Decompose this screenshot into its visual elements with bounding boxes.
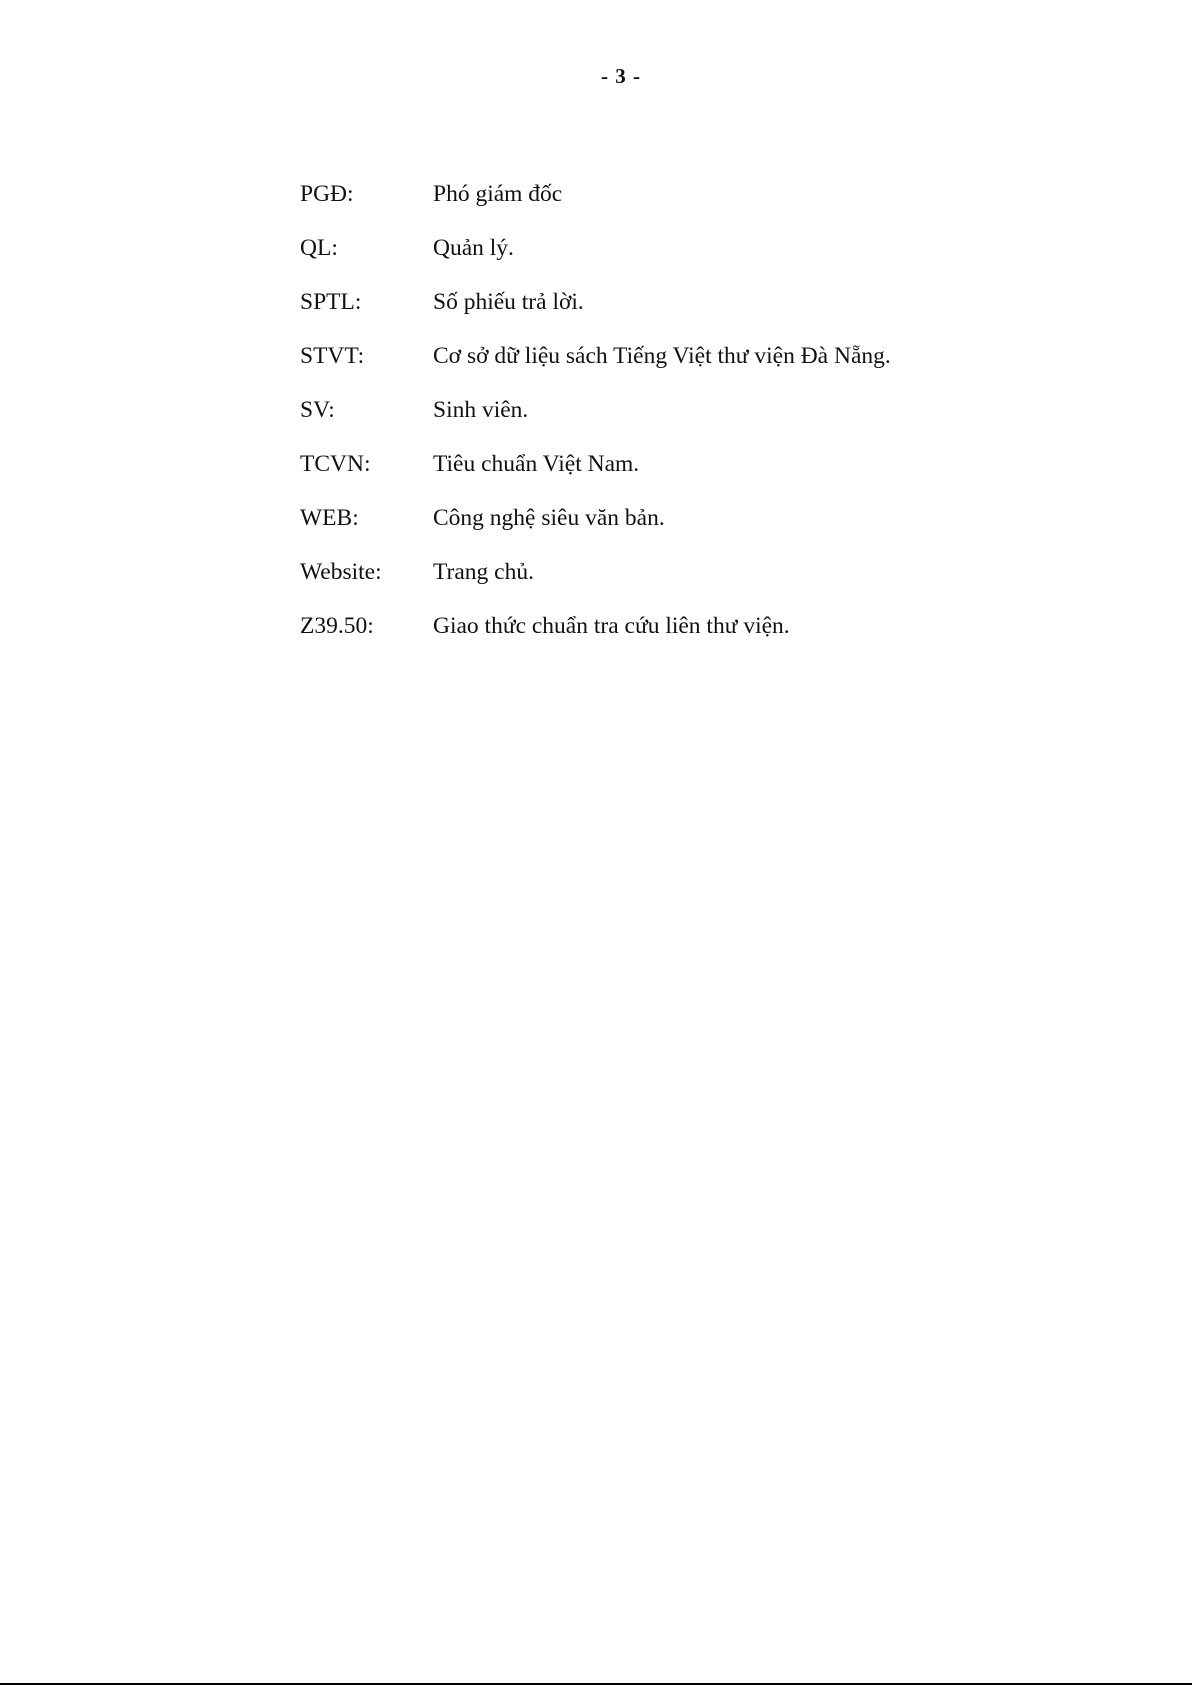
abbreviation-term: Website:	[300, 559, 382, 585]
abbreviation-term: QL:	[300, 235, 338, 261]
abbreviation-definition: Cơ sở dữ liệu sách Tiếng Việt thư viện Đà Nẵng.	[433, 343, 891, 369]
abbreviation-row	[300, 558, 891, 612]
abbreviation-definition: Quản lý.	[433, 235, 514, 261]
abbreviation-term: TCVN:	[300, 451, 371, 477]
abbreviation-row	[300, 450, 891, 504]
abbreviation-row	[300, 612, 891, 666]
abbreviation-definition: Công nghệ siêu văn bản.	[433, 505, 665, 531]
abbreviation-term: SV:	[300, 397, 335, 423]
abbreviation-definition: Trang chủ.	[433, 559, 534, 585]
abbreviation-definition: Tiêu chuẩn Việt Nam.	[433, 451, 640, 477]
abbreviation-row	[300, 396, 891, 450]
abbreviation-row	[300, 504, 891, 558]
abbreviation-list	[300, 180, 891, 666]
abbreviation-row	[300, 342, 891, 396]
abbreviation-row	[300, 288, 891, 342]
abbreviation-definition: Sinh viên.	[433, 397, 529, 423]
abbreviation-row	[300, 180, 891, 234]
abbreviation-definition: Phó giám đốc	[433, 181, 563, 207]
page-number: - 3 -	[601, 64, 641, 88]
abbreviation-definition: Số phiếu trả lời.	[433, 289, 584, 315]
abbreviation-term: SPTL:	[300, 289, 362, 315]
abbreviation-definition: Giao thức chuẩn tra cứu liên thư viện.	[433, 613, 790, 639]
abbreviation-term: PGĐ:	[300, 181, 354, 207]
abbreviation-term: WEB:	[300, 505, 359, 531]
abbreviation-term: STVT:	[300, 343, 365, 369]
abbreviation-row	[300, 234, 891, 288]
abbreviation-term: Z39.50:	[300, 613, 374, 639]
